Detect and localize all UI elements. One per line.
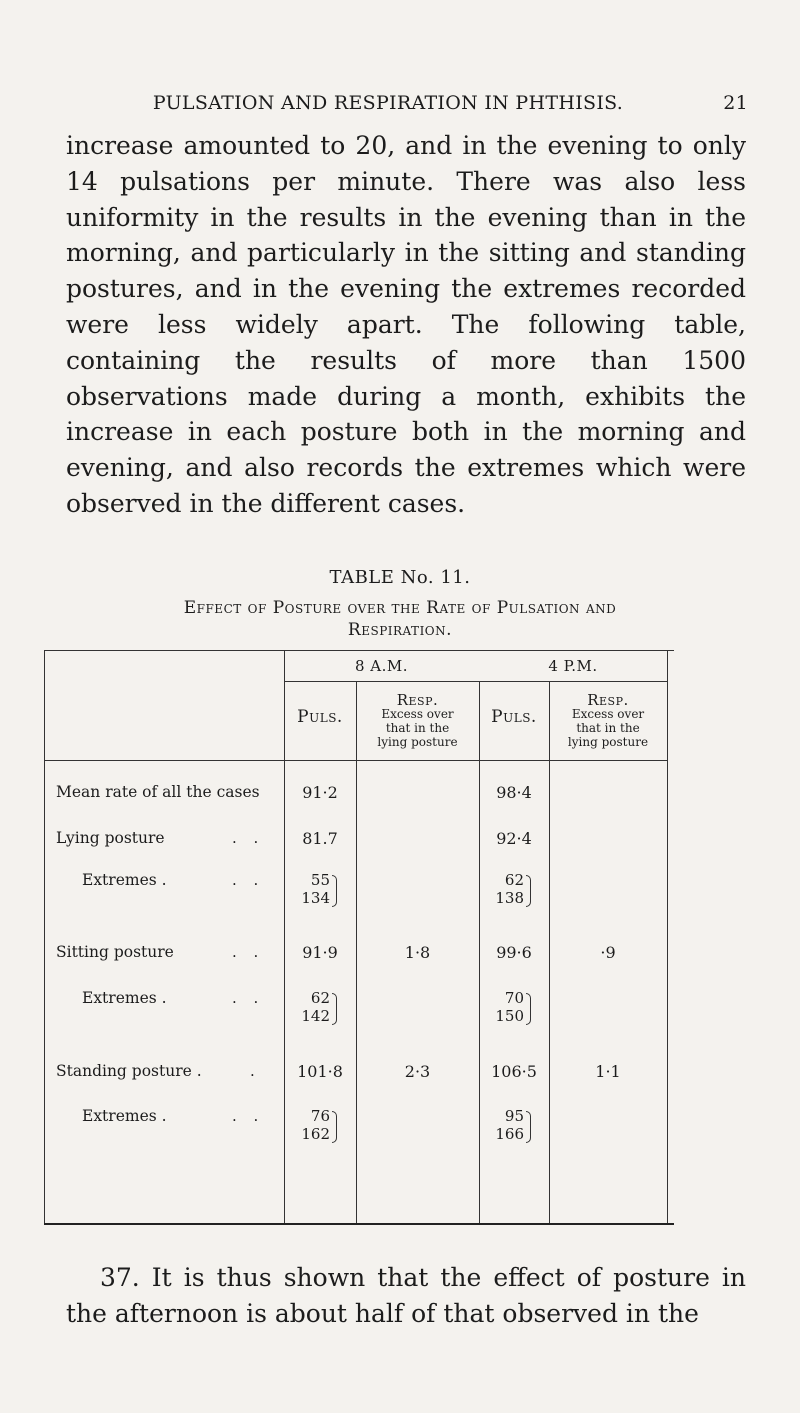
extreme-high: 166 (495, 1125, 524, 1143)
brace (526, 993, 531, 1025)
data-table (44, 650, 674, 1225)
extreme-low: 62 (504, 871, 524, 889)
row-label: Extremes . (82, 989, 167, 1007)
running-header (88, 92, 748, 114)
caption-line-1: Effect of Posture over the Rate of Pulsation and (183, 598, 617, 618)
leader-dots: . . (232, 989, 265, 1007)
resp-subtitle-1: Excess over (571, 707, 645, 721)
pm-puls-value: 99·6 (496, 943, 532, 962)
brace (332, 993, 337, 1025)
paragraph-text: 37. It is thus shown that the effect of posture in the afternoon is about half of that observed in the (66, 1263, 746, 1328)
brace (332, 875, 337, 907)
table-rule (284, 681, 667, 682)
caption-line-2: Respiration. (347, 620, 453, 640)
header-title: PULSATION AND RESPIRATION IN PHTHISIS. (152, 92, 624, 114)
pm-puls-value: 98·4 (496, 783, 532, 802)
am-puls-value: 91·2 (302, 783, 338, 802)
leader-dots: . . (232, 871, 265, 889)
am-puls-value: 91·9 (302, 943, 338, 962)
pm-extremes (488, 989, 524, 1025)
am-puls-value: 81.7 (302, 829, 338, 848)
extreme-low: 55 (310, 871, 330, 889)
row-label: Standing posture . (56, 1062, 202, 1080)
resp-subtitle-3: lying posture (377, 735, 458, 749)
extreme-high: 134 (301, 889, 330, 907)
paragraph-text: increase amounted to 20, and in the evening to only 14 pulsations per minute. There was also less uniformity in the results in the evening than in the morning, and particularly in the sitting and standing postures, and in the evening the extremes recorded were less widely apart. The following table, containing the results of more than 1500 observations made during a month, exhibits the increase in each posture both in the morning and evening, and also records the extremes which were observed in the different cases. (66, 131, 746, 518)
row-label: Mean rate of all the cases (56, 783, 260, 801)
body-paragraph (66, 128, 746, 522)
extreme-low: 95 (504, 1107, 524, 1125)
extreme-high: 142 (301, 1007, 330, 1025)
leader-dots: . (250, 1062, 261, 1080)
resp-subtitle-1: Excess over (381, 707, 454, 721)
group-header-pm: 4 P.M. (548, 657, 598, 675)
resp-subtitle-2: that in the (576, 721, 640, 735)
resp-subtitle-3: lying posture (567, 735, 649, 749)
table-title: TABLE No. 11. (329, 567, 471, 588)
extreme-low: 76 (310, 1107, 330, 1125)
pm-extremes (488, 871, 524, 907)
column-header-resp-pm (549, 693, 667, 749)
am-extremes (294, 871, 330, 907)
extreme-low: 62 (310, 989, 330, 1007)
row-label: Lying posture (56, 829, 165, 847)
row-label: Extremes . (82, 871, 167, 889)
column-header-puls-am: Puls. (297, 707, 343, 727)
row-label: Sitting posture (56, 943, 174, 961)
extreme-high: 150 (495, 1007, 524, 1025)
resp-subtitle-2: that in the (385, 721, 450, 735)
am-extremes (294, 1107, 330, 1143)
brace (526, 1111, 531, 1143)
leader-dots: . . (232, 829, 265, 847)
extreme-high: 138 (495, 889, 524, 907)
brace (332, 1111, 337, 1143)
column-header-resp-am (356, 693, 479, 749)
leader-dots: . . (232, 1107, 265, 1125)
resp-title: Resp. (587, 691, 629, 709)
pm-extremes (488, 1107, 524, 1143)
table-rule (44, 651, 45, 1223)
am-puls-value: 101·8 (297, 1062, 343, 1081)
pm-resp-value: 1·1 (595, 1062, 621, 1081)
body-paragraph (66, 1260, 746, 1332)
pm-resp-value: ·9 (600, 943, 616, 962)
extreme-low: 70 (504, 989, 524, 1007)
extreme-high: 162 (301, 1125, 330, 1143)
am-resp-value: 2·3 (404, 1062, 431, 1081)
table-rule (284, 651, 285, 1223)
table-rule (44, 760, 667, 761)
leader-dots: . . (232, 943, 265, 961)
table-caption (120, 597, 680, 641)
am-resp-value: 1·8 (404, 943, 431, 962)
brace (526, 875, 531, 907)
column-header-puls-pm: Puls. (491, 707, 537, 727)
table-rule (667, 651, 668, 1223)
row-label: Extremes . (82, 1107, 167, 1125)
pm-puls-value: 106·5 (491, 1062, 537, 1081)
page-number: 21 (723, 92, 748, 114)
pm-puls-value: 92·4 (496, 829, 532, 848)
resp-title: Resp. (396, 691, 439, 709)
am-extremes (294, 989, 330, 1025)
group-header-am: 8 A.M. (354, 657, 409, 675)
